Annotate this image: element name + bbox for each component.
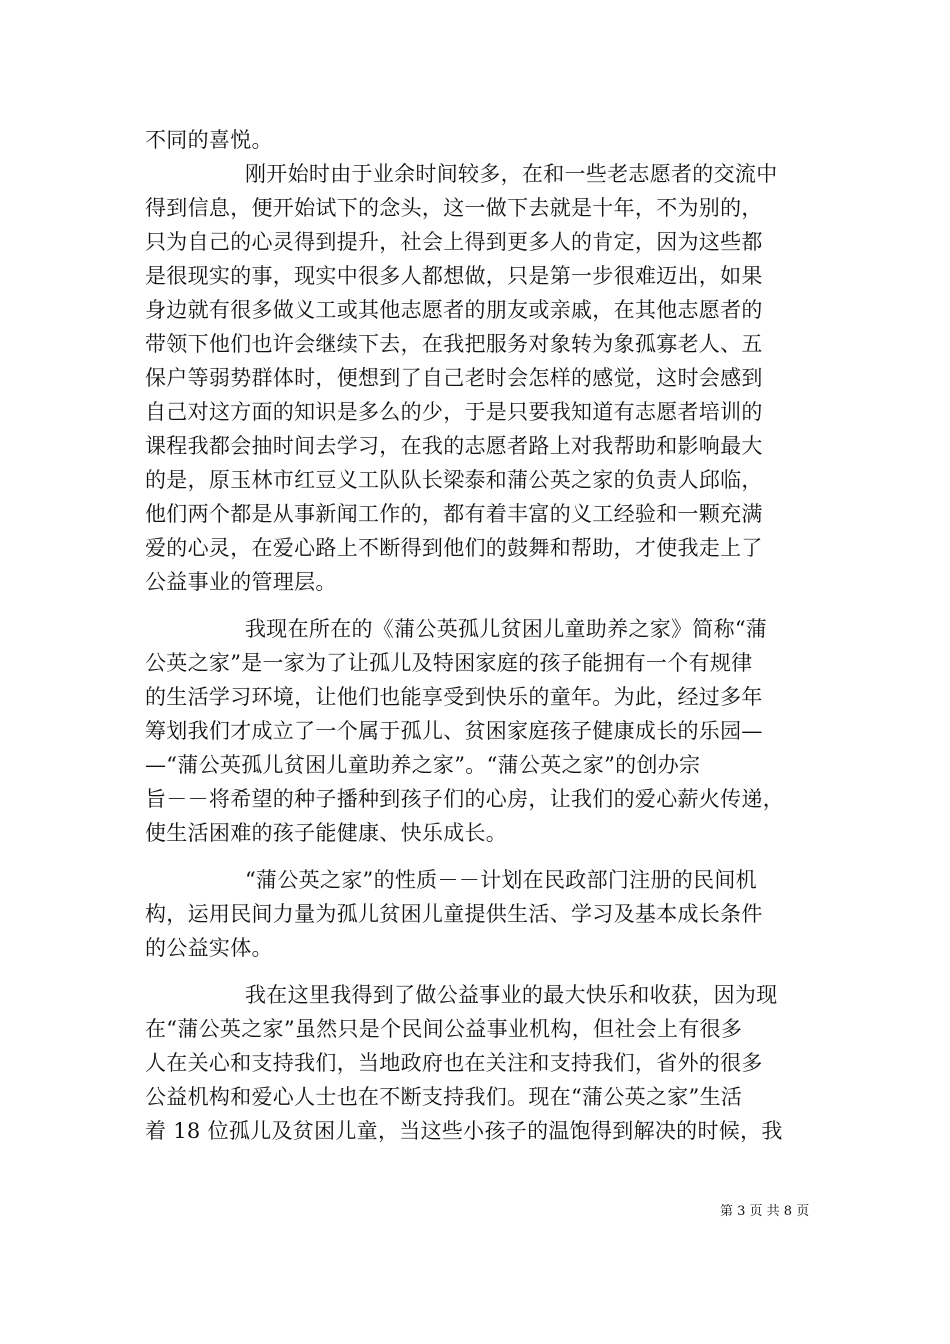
paragraph-line: 自己对这方面的知识是多么的少，于是只要我知道有志愿者培训的 <box>145 400 763 424</box>
paragraph-line: 人在关心和支持我们，当地政府也在关注和支持我们，省外的很多 <box>145 1051 763 1075</box>
paragraph-line: “蒲公英之家”的性质－－计划在民政部门注册的民间机 <box>245 868 757 892</box>
paragraph-line: 是很现实的事，现实中很多人都想做，只是第一步很难迈出，如果 <box>145 264 763 288</box>
paragraph-line: 我在这里我得到了做公益事业的最大快乐和收获，因为现 <box>245 983 778 1007</box>
paragraph-line: 构，运用民间力量为孤儿贫困儿童提供生活、学习及基本成长条件 <box>145 902 763 926</box>
paragraph-line: 公英之家”是一家为了让孤儿及特困家庭的孩子能拥有一个有规律 <box>145 651 753 675</box>
paragraph-line: 只为自己的心灵得到提升，社会上得到更多人的肯定，因为这些都 <box>145 230 763 254</box>
paragraph-line: —“蒲公英孤儿贫困儿童助养之家”。“蒲公英之家”的创办宗 <box>145 753 701 777</box>
paragraph-line: 着 18 位孤儿及贫困儿童，当这些小孩子的温饱得到解决的时候，我 <box>145 1119 783 1143</box>
paragraph-line: 筹划我们才成立了一个属于孤儿、贫困家庭孩子健康成长的乐园— <box>145 719 763 743</box>
page-number: 第 3 页 共 8 页 <box>720 1204 810 1219</box>
paragraph-line: 旨－－将希望的种子播种到孩子们的心房，让我们的爱心薪火传递， <box>145 787 784 811</box>
paragraph-line: 得到信息，便开始试下的念头，这一做下去就是十年，不为别的， <box>145 196 763 220</box>
paragraph-line: 带领下他们也许会继续下去，在我把服务对象转为象孤寡老人、五 <box>145 332 763 356</box>
paragraph-line: 不同的喜悦。 <box>145 128 273 152</box>
paragraph-line: 课程我都会抽时间去学习，在我的志愿者路上对我帮助和影响最大 <box>145 434 763 458</box>
paragraph-line: 公益机构和爱心人士也在不断支持我们。现在“蒲公英之家”生活 <box>145 1085 743 1109</box>
paragraph-line: 刚开始时由于业余时间较多，在和一些老志愿者的交流中 <box>245 162 778 186</box>
paragraph-line: 使生活困难的孩子能健康、快乐成长。 <box>145 821 508 845</box>
paragraph-line: 保户等弱势群体时，便想到了自己老时会怎样的感觉，这时会感到 <box>145 366 763 390</box>
paragraph-line: 在“蒲公英之家”虽然只是个民间公益事业机构，但社会上有很多 <box>145 1017 743 1041</box>
paragraph-line: 他们两个都是从事新闻工作的，都有着丰富的义工经验和一颗充满 <box>145 502 763 526</box>
paragraph-line: 的生活学习环境，让他们也能享受到快乐的童年。为此，经过多年 <box>145 685 763 709</box>
paragraph-line: 的公益实体。 <box>145 936 273 960</box>
paragraph-line: 爱的心灵，在爱心路上不断得到他们的鼓舞和帮助，才使我走上了 <box>145 536 763 560</box>
paragraph-line: 公益事业的管理层。 <box>145 570 337 594</box>
paragraph-line: 身边就有很多做义工或其他志愿者的朋友或亲戚，在其他志愿者的 <box>145 298 763 322</box>
paragraph-line: 的是，原玉林市红豆义工队队长梁泰和蒲公英之家的负责人邱临， <box>145 468 763 492</box>
paragraph-line: 我现在所在的《蒲公英孤儿贫困儿童助养之家》简称“蒲 <box>245 617 768 641</box>
